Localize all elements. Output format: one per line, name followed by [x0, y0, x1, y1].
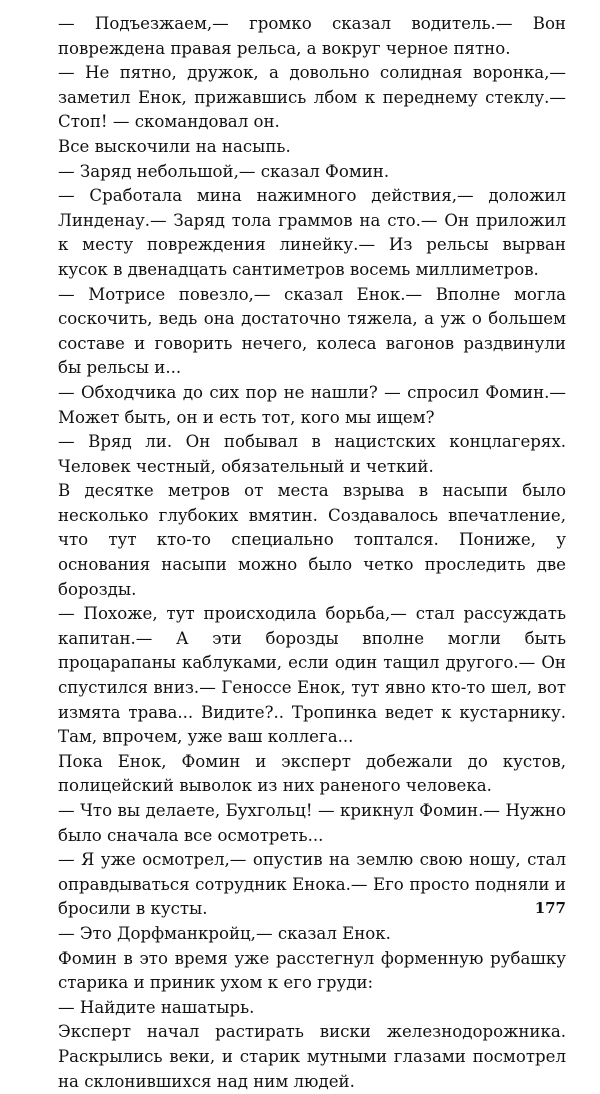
page-body	[58, 12, 566, 1094]
paragraph: — Мотрисе повезло,— сказал Енок.— Вполне могла соскочить, ведь она достаточно тяжела, а уж о большем составе и говорить нечего, колеса вагонов раздвинули бы рельсы и...	[58, 284, 566, 378]
paragraph: — Найдите нашатырь.	[58, 997, 255, 1017]
paragraph: — Обходчика до сих пор не нашли? — спросил Фомин.— Может быть, он и есть тот, кого мы ищем?	[58, 382, 566, 427]
paragraph: — Сработала мина нажимного действия,— доложил Линденау.— Заряд тола граммов на сто.— Он приложил к месту повреждения линейку.— Из рельсы вырван кусок в двенадцать сантиметров восемь миллиметров.	[58, 186, 566, 279]
paragraph: Все выскочили на насыпь.	[58, 136, 291, 156]
paragraph: Эксперт начал растирать виски железнодорожника. Раскрылись веки, и старик мутными глазами посмотрел на склонившихся над ним людей.	[58, 1022, 566, 1091]
paragraph: — Не пятно, дружок, а довольно солидная воронка,— заметил Енок, прижавшись лбом к переднему стеклу.— Стоп! — скомандовал он.	[58, 63, 566, 132]
paragraph: — Вряд ли. Он побывал в нацистских концлагерях. Человек честный, обязательный и четкий.	[58, 432, 566, 476]
paragraph: — Что вы делаете, Бухгольц! — крикнул Фомин.— Нужно было сначала все осмотреть...	[58, 801, 566, 845]
paragraph: Фомин в это время уже расстегнул форменную рубашку старика и приник ухом к его груди:	[58, 948, 566, 993]
paragraph: — Заряд небольшой,— сказал Фомин.	[58, 161, 390, 181]
paragraph: — Я уже осмотрел,— опустив на землю свою ношу, стал оправдываться сотрудник Енока.— Его просто подняли и бросили в кусты.	[58, 850, 566, 919]
paragraph: — Это Дорфманкройц,— сказал Енок.	[58, 923, 391, 943]
paragraph: В десятке метров от места взрыва в насыпи было несколько глубоких вмятин. Создавалось впечатление, что тут кто-то специально топтался. Пониже, у основания насыпи можно было четко проследить две борозды.	[58, 481, 566, 599]
paragraph: Пока Енок, Фомин и эксперт добежали до кустов, полицейский выволок из них раненого человека.	[58, 751, 566, 796]
page-number: 177	[534, 899, 566, 917]
paragraph: — Похоже, тут происходила борьба,— стал рассуждать капитан.— А эти борозды вполне могли быть процарапаны каблуками, если один тащил другого.— Он спустился вниз.— Геноссе Енок, тут явно кто-то шел, вот измята трава... Видите?.. Тропинка ведет к кустарнику. Там, впрочем, уже ваш коллега...	[58, 604, 566, 747]
paragraph: — Подъезжаем,— громко сказал водитель.— Вон повреждена правая рельса, а вокруг черное пятно.	[58, 14, 566, 58]
